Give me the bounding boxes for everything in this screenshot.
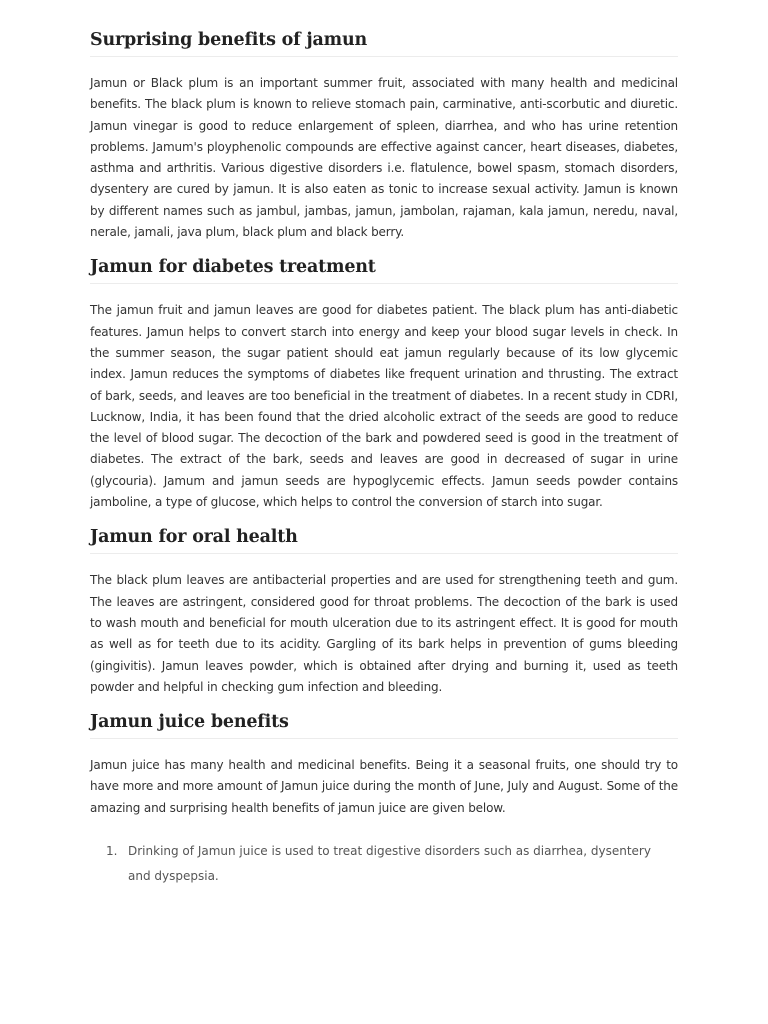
section-oral-health bbox=[90, 525, 678, 698]
section-heading: Surprising benefits of jamun bbox=[90, 28, 678, 57]
section-paragraph: The jamun fruit and jamun leaves are good for diabetes patient. The black plum has anti-diabetic features. Jamun helps to convert starch into energy and keep your blood sugar levels in check. In the summer season, the sugar patient should eat jamun regularly because of its low glycemic index. Jamun reduces the symptoms of diabetes like frequent urination and thrusting. The extract of bark, seeds, and leaves are too beneficial in the treatment of diabetes. In a recent study in CDRI, Lucknow, India, it has been found that the dried alcoholic extract of the seeds are good to reduce the level of blood sugar. The decoction of the bark and powdered seed is good in the treatment of diabetes. The extract of the bark, seeds and leaves are good in decreased of sugar in urine (glycouria). Jamum and jamun seeds are hypoglycemic effects. Jamun seeds powder contains jamboline, a type of glucose, which helps to control the conversion of starch into sugar. bbox=[90, 303, 678, 510]
section-diabetes-treatment bbox=[90, 255, 678, 513]
section-paragraph: Jamun juice has many health and medicinal benefits. Being it a seasonal fruits, one should try to have more and more amount of Jamun juice during the month of June, July and August. Some of the amazing and surprising health benefits of jamun juice are given below. bbox=[90, 758, 678, 815]
section-heading: Jamun for oral health bbox=[90, 525, 678, 554]
section-paragraph: Jamun or Black plum is an important summer fruit, associated with many health and medicinal benefits. The black plum is known to relieve stomach pain, carminative, anti-scorbutic and diuretic. Jamun vinegar is good to reduce enlargement of spleen, diarrhea, and who has urine retention problems. Jamum's ployphenolic compounds are effective against cancer, heart diseases, diabetes, asthma and arthritis. Various digestive disorders i.e. flatulence, bowel spasm, stomach disorders, dysentery are cured by jamun. It is also eaten as tonic to increase sexual activity. Jamun is known by different names such as jambul, jambas, jamun, jambolan, rajaman, kala jamun, neredu, naval, nerale, jamali, java plum, black plum and black berry. bbox=[90, 76, 678, 240]
section-paragraph: The black plum leaves are antibacterial properties and are used for strengthening teeth and gum. The leaves are astringent, considered good for throat problems. The decoction of the bark is used to wash mouth and beneficial for mouth ulceration due to its astringent effect. It is good for mouth as well as for teeth due to its acidity. Gargling of its bark helps in prevention of gums bleeding (gingivitis). Jamun leaves powder, which is obtained after drying and burning it, used as teeth powder and helpful in checking gum infection and bleeding. bbox=[90, 573, 678, 694]
list-item-number: 1. bbox=[106, 844, 118, 859]
list-item bbox=[90, 839, 678, 889]
section-juice-benefits bbox=[90, 710, 678, 819]
section-heading: Jamun for diabetes treatment bbox=[90, 255, 678, 284]
list-item-text: Drinking of Jamun juice is used to treat digestive disorders such as diarrhea, dysentery and dyspepsia. bbox=[128, 844, 651, 884]
juice-benefit-list bbox=[90, 839, 678, 889]
section-heading: Jamun juice benefits bbox=[90, 710, 678, 739]
section-surprising-benefits bbox=[90, 28, 678, 243]
article bbox=[90, 28, 678, 889]
